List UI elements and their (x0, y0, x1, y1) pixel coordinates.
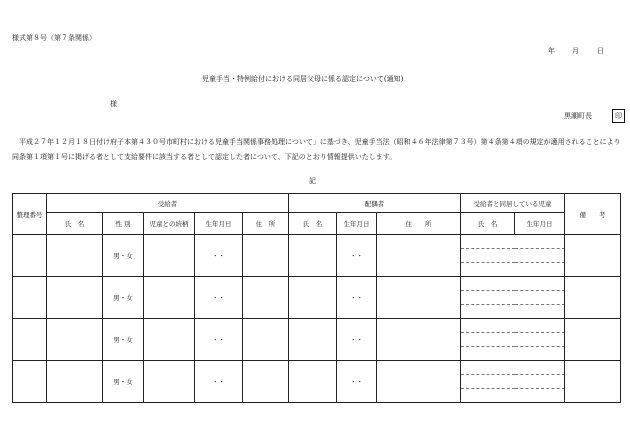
remarks-cell[interactable] (565, 235, 621, 277)
remarks-cell[interactable] (565, 319, 621, 361)
recipient-address-cell[interactable] (243, 277, 289, 319)
document-title: 児童手当・特例給付における同居父母に係る認定について(通知) (202, 75, 404, 83)
child-cell[interactable] (461, 361, 565, 403)
serial-cell[interactable] (13, 319, 47, 361)
relation-cell[interactable] (144, 361, 195, 403)
table-row (13, 277, 621, 319)
child-cell[interactable] (461, 319, 565, 361)
spouse-name-cell[interactable] (289, 235, 337, 277)
form-number: 様式第８号（第７条関係） (12, 34, 96, 42)
addressee-suffix: 様 (110, 100, 117, 108)
spouse-name-cell[interactable] (289, 319, 337, 361)
sender-name: 黒潮町長 (564, 112, 592, 120)
spouse-name-cell[interactable] (289, 277, 337, 319)
col-relation: 児童との続柄 (144, 213, 195, 235)
recipient-name-cell[interactable] (47, 235, 103, 277)
date-year: 年 (548, 47, 555, 55)
relation-cell[interactable] (144, 277, 195, 319)
group-recipient: 受給者 (47, 194, 289, 213)
spouse-birth-cell[interactable]: ・・ (337, 319, 377, 361)
date-day: 日 (597, 47, 604, 55)
table-row (13, 235, 621, 277)
col-child-name: 氏 名 (461, 213, 515, 235)
spouse-address-cell[interactable] (377, 319, 461, 361)
col-recipient-birth: 生年月日 (195, 213, 243, 235)
col-spouse-name: 氏 名 (289, 213, 337, 235)
table-row (13, 319, 621, 361)
remarks-cell[interactable] (565, 277, 621, 319)
serial-cell[interactable] (13, 277, 47, 319)
relation-cell[interactable] (144, 319, 195, 361)
recipient-address-cell[interactable] (243, 235, 289, 277)
gender-cell[interactable]: 男・女 (103, 277, 144, 319)
recipient-birth-cell[interactable]: ・・ (195, 277, 243, 319)
recipient-birth-cell[interactable]: ・・ (195, 319, 243, 361)
recipient-name-cell[interactable] (47, 361, 103, 403)
child-cell[interactable] (461, 235, 565, 277)
date-month: 月 (572, 47, 579, 55)
seal-mark: 印 (612, 109, 625, 123)
ki-heading: 記 (309, 177, 316, 185)
col-spouse-birth: 生年月日 (337, 213, 377, 235)
child-cell[interactable] (461, 277, 565, 319)
serial-cell[interactable] (13, 235, 47, 277)
recipient-birth-cell[interactable]: ・・ (195, 235, 243, 277)
recipient-name-cell[interactable] (47, 319, 103, 361)
recipient-address-cell[interactable] (243, 319, 289, 361)
col-spouse-address: 住 所 (377, 213, 461, 235)
gender-cell[interactable]: 男・女 (103, 235, 144, 277)
remarks-cell[interactable] (565, 361, 621, 403)
col-gender: 性 別 (103, 213, 144, 235)
gender-cell[interactable]: 男・女 (103, 361, 144, 403)
header-serial-number: 整理番号 (13, 194, 47, 235)
col-recipient-address: 住 所 (243, 213, 289, 235)
spouse-birth-cell[interactable]: ・・ (337, 235, 377, 277)
relation-cell[interactable] (144, 235, 195, 277)
spouse-birth-cell[interactable]: ・・ (337, 277, 377, 319)
recipient-name-cell[interactable] (47, 277, 103, 319)
recipient-table (12, 193, 621, 403)
recipient-birth-cell[interactable]: ・・ (195, 361, 243, 403)
gender-cell[interactable]: 男・女 (103, 319, 144, 361)
serial-cell[interactable] (13, 361, 47, 403)
spouse-address-cell[interactable] (377, 361, 461, 403)
spouse-address-cell[interactable] (377, 235, 461, 277)
header-remarks: 備 考 (565, 194, 621, 235)
col-child-birth: 生年月日 (515, 213, 565, 235)
group-spouse: 配偶者 (289, 194, 461, 213)
table-row (13, 361, 621, 403)
group-child: 受給者と同居している児童 (461, 194, 565, 213)
body-paragraph: 平成２７年１２月１８日付け府子本第４３０号市町村における児童手当関係事務処理について」に基づき、児童手当法（昭和４６年法律第７３号）第４条第４項の規定が適用されることにより同条第１項第１号に掲げる者として支給要件に該当する者として認定した者について、下記のとおり情報提供いたします。 (12, 138, 621, 161)
spouse-birth-cell[interactable]: ・・ (337, 361, 377, 403)
col-recipient-name: 氏 名 (47, 213, 103, 235)
spouse-name-cell[interactable] (289, 361, 337, 403)
recipient-address-cell[interactable] (243, 361, 289, 403)
spouse-address-cell[interactable] (377, 277, 461, 319)
